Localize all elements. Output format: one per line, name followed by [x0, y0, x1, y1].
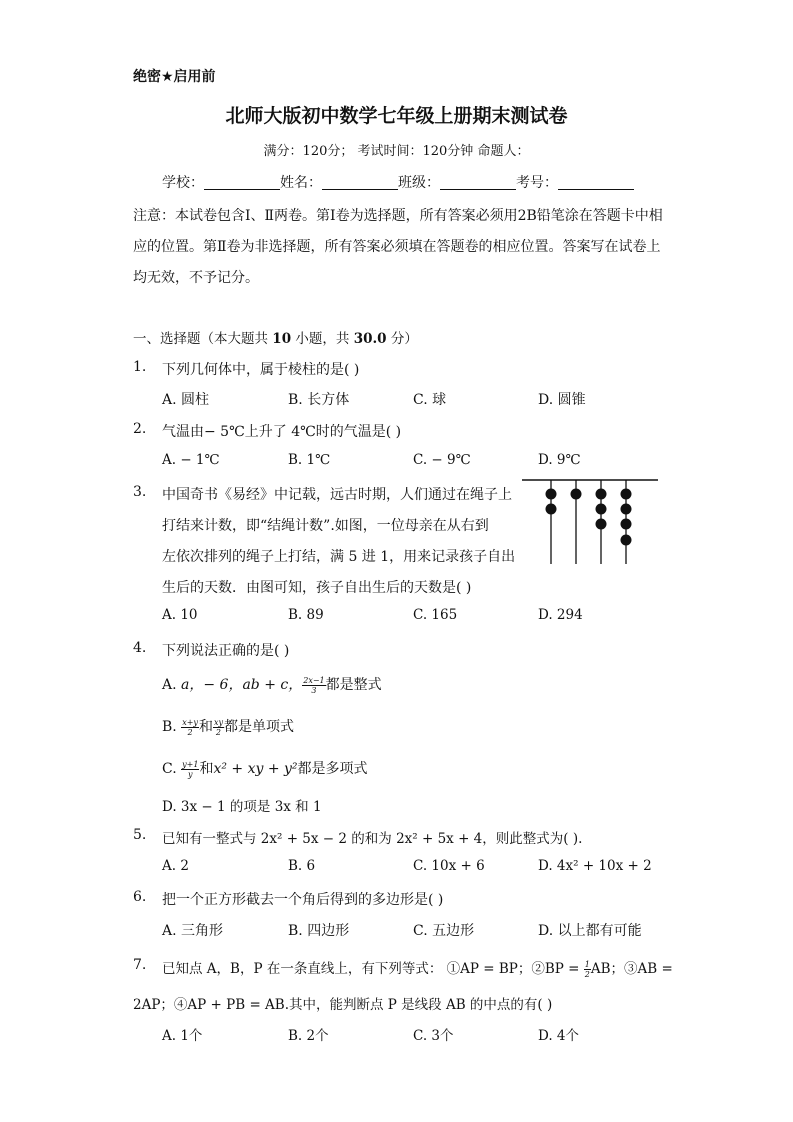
option-a: A. 2: [162, 858, 189, 874]
knot: [546, 489, 557, 500]
knotted-rope-figure: [520, 476, 660, 568]
knot: [621, 489, 632, 500]
exam-notice: 注意：本试卷包含Ⅰ、Ⅱ两卷。第Ⅰ卷为选择题，所有答案必须用2B铅笔涂在答题卡中相应的位置。第Ⅱ卷为非选择题，所有答案必须填在答题卷的相应位置。答案写在试卷上均无效，不予记分。: [133, 208, 663, 286]
option-a: A. 圆柱: [162, 392, 210, 408]
option-a: A. 三角形: [162, 923, 224, 939]
fraction: $\frac{xy}{2}$: [213, 717, 223, 737]
option-d: D. 以上都有可能: [538, 923, 642, 939]
option-d: D. 3x − 1 的项是 3x 和 1: [162, 799, 322, 815]
question-text: 下列说法正确的是( ): [162, 643, 290, 659]
number-blank: [558, 175, 634, 190]
option-c: C. 3个: [413, 1028, 454, 1044]
secret-label: 绝密★启用前: [133, 69, 216, 85]
option-c: C. − 9℃: [413, 452, 471, 468]
option-b: B. 6: [288, 858, 316, 874]
question-text: 下列几何体中，属于棱柱的是( ): [162, 362, 360, 378]
option-d: D. 4x² + 10x + 2: [538, 858, 652, 874]
option-c: C. 五边形: [413, 923, 475, 939]
fraction: $\frac{y+1}{y}$: [182, 759, 199, 779]
option-a: A. − 1℃: [162, 452, 220, 468]
question-number: 7.: [133, 957, 147, 973]
fraction: $\frac{1}{2}$: [584, 960, 590, 979]
option-c: C. 球: [413, 392, 447, 408]
question-text: 已知有一整式与 2x² + 5x − 2 的和为 2x² + 5x + 4，则此整式为( ).: [162, 831, 583, 847]
fraction: $\frac{x+y}{2}$: [182, 717, 198, 737]
number-label: 考号：: [516, 175, 558, 191]
question-text: 把一个正方形截去一个角后得到的多边形是( ): [162, 892, 444, 908]
option-b: B. $\frac{x+y}{2}$ 和 $\frac{xy}{2}$ 都是单项式: [162, 717, 294, 737]
option-c: C. 10x + 6: [413, 858, 485, 874]
question-number: 2.: [133, 421, 147, 437]
option-b: B. 长方体: [288, 392, 350, 408]
question-text-line: 生后的天数．由图可知，孩子自出生后的天数是( ): [162, 580, 472, 596]
option-d: D. 4个: [538, 1028, 580, 1044]
knot: [571, 489, 582, 500]
school-label: 学校：: [162, 175, 204, 191]
fraction: $\frac{2x-1}{3}$: [303, 675, 325, 695]
option-c: C. 165: [413, 607, 458, 623]
knot: [596, 519, 607, 530]
option-b: B. 2个: [288, 1028, 329, 1044]
option-b: B. 89: [288, 607, 324, 623]
question-text-line: 已知点 A，B，P 在一条直线上，有下列等式： ①AP = BP；②BP = $\frac{1}{2}$ AB；③AB =: [162, 960, 673, 979]
question-text-line: 2AP；④AP + PB = AB.其中，能判断点 P 是线段 AB 的中点的有( ): [133, 997, 553, 1013]
school-blank: [204, 175, 280, 190]
knot: [621, 535, 632, 546]
question-text-line: 中国奇书《易经》中记载，远古时期，人们通过在绳子上: [162, 487, 512, 503]
knot: [621, 519, 632, 530]
option-a: A. a，− 6，ab + c， $\frac{2x-1}{3}$ 都是整式: [162, 675, 382, 695]
question-number: 4.: [133, 640, 147, 656]
knot: [596, 489, 607, 500]
exam-title: 北师大版初中数学七年级上册期末测试卷: [225, 105, 568, 127]
knot: [621, 504, 632, 515]
section-title: 一、选择题（本大题共 10 小题，共 30.0 分）: [133, 331, 418, 347]
option-d: D. 9℃: [538, 452, 581, 468]
name-label: 姓名：: [280, 175, 322, 191]
option-d: D. 圆锥: [538, 392, 586, 408]
question-text: 气温由− 5℃上升了 4℃时的气温是( ): [162, 424, 402, 440]
option-b: B. 四边形: [288, 923, 350, 939]
question-text-line: 左依次排列的绳子上打结，满 5 进 1，用来记录孩子自出: [162, 549, 516, 565]
question-number: 5.: [133, 827, 147, 843]
question-text-line: 打结来计数，即“结绳计数”.如图，一位母亲在从右到: [162, 518, 489, 534]
question-number: 6.: [133, 889, 147, 905]
question-number: 3.: [133, 484, 147, 500]
exam-meta: 满分：120分； 考试时间：120分钟 命题人：: [263, 144, 530, 159]
name-blank: [322, 175, 398, 190]
question-number: 1.: [133, 359, 147, 375]
option-a: A. 1个: [162, 1028, 203, 1044]
knot: [546, 504, 557, 515]
student-info-fields: [162, 172, 634, 192]
option-b: B. 1℃: [288, 452, 331, 468]
class-blank: [440, 175, 516, 190]
option-c: C. $\frac{y+1}{y}$ 和x² + xy + y²都是多项式: [162, 759, 368, 779]
option-a: A. 10: [162, 607, 198, 623]
option-d: D. 294: [538, 607, 583, 623]
class-label: 班级：: [398, 175, 440, 191]
knot: [596, 504, 607, 515]
